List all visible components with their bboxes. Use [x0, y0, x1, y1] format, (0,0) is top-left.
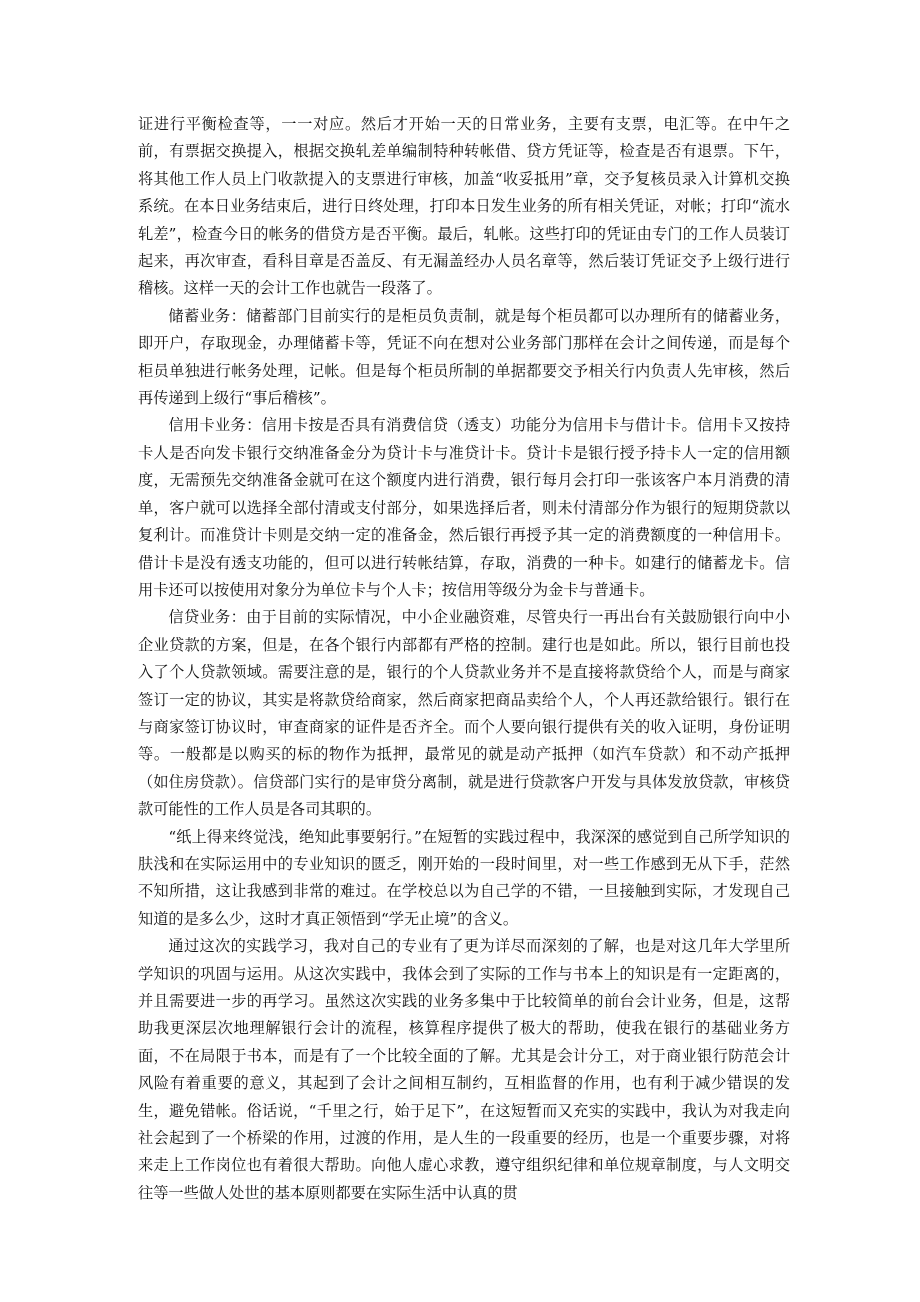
paragraph-credit-card-business: 信用卡业务：信用卡按是否具有消费信贷（透支）功能分为信用卡与借计卡。信用卡又按持卡人是否向发卡银行交纳准备金分为贷计卡与准贷计卡。贷计卡是银行授予持卡人一定的信用额度，无需预先交纳准备金就可在这个额度内进行消费，银行每月会打印一张该客户本月消费的清单，客户就可以选择全部付清或支付部分，如果选择后者，则未付清部分作为银行的短期贷款以复利计。而准贷计卡则是交纳一定的准备金，然后银行再授予其一定的消费额度的一种信用卡。借计卡是没有透支功能的，但可以进行转帐结算，存取，消费的一种卡。如建行的储蓄龙卡。信用卡还可以按使用对象分为单位卡与个人卡；按信用等级分为金卡与普通卡。: [138, 416, 790, 599]
paragraph-loan-business: 信贷业务：由于目前的实际情况，中小企业融资难，尽管央行一再出台有关鼓励银行向中小企业贷款的方案，但是，在各个银行内部都有严格的控制。建行也是如此。所以，银行目前也投入了个人贷款领域。需要注意的是，银行的个人贷款业务并不是直接将款贷给个人，而是与商家签订一定的协议，其实是将款贷给商家，然后商家把商品卖给个人，个人再还款给银行。银行在与商家签订协议时，审查商家的证件是否齐全。而个人要向银行提供有关的收入证明，身份证明等。一般都是以购买的标的物作为抵押，最常见的就是动产抵押（如汽车贷款）和不动产抵押（如住房贷款）。信贷部门实行的是审贷分离制，就是进行贷款客户开发与具体发放贷款，审核贷款可能性的工作人员是各司其职的。: [138, 608, 790, 819]
paragraph-practice-summary: 通过这次的实践学习，我对自己的专业有了更为详尽而深刻的了解，也是对这几年大学里所学知识的巩固与运用。从这次实践中，我体会到了实际的工作与书本上的知识是有一定距离的，并且需要进一步的再学习。虽然这次实践的业务多集中于比较简单的前台会计业务，但是，这帮助我更深层次地理解银行会计的流程，核算程序提供了极大的帮助，使我在银行的基础业务方面，不在局限于书本，而是有了一个比较全面的了解。尤其是会计分工，对于商业银行防范会计风险有着重要的意义，其起到了会计之间相互制约，互相监督的作用，也有利于减少错误的发生，避免错帐。俗话说，“千里之行，始于足下”，在这短暂而又充实的实践中，我认为对我走向社会起到了一个桥梁的作用，过渡的作用，是人生的一段重要的经历，也是一个重要步骤，对将来走上工作岗位也有着很大帮助。向他人虚心求教，遵守组织纪律和单位规章制度，与人文明交往等一些做人处世的基本原则都要在实际生活中认真的贯: [138, 937, 790, 1202]
document-page: [138, 111, 790, 1207]
paragraph-savings-business: 储蓄业务：储蓄部门目前实行的是柜员负责制，就是每个柜员都可以办理所有的储蓄业务，即开户，存取现金，办理储蓄卡等，凭证不向在想对公业务部门那样在会计之间传递，而是每个柜员单独进行帐务处理，记帐。但是每个柜员所制的单据都要交予相关行内负责人先审核，然后再传递到上级行“事后稽核”。: [138, 306, 790, 408]
paragraph-voucher-checks: 证进行平衡检查等，一一对应。然后才开始一天的日常业务，主要有支票，电汇等。在中午之前，有票据交换提入，根据交换轧差单编制特种转帐借、贷方凭证等，检查是否有退票。下午，将其他工作人员上门收款提入的支票进行审核，加盖“收妥抵用”章，交予复核员录入计算机交换系统。在本日业务结束后，进行日终处理，打印本日发生业务的所有相关凭证，对帐；打印“流水轧差”，检查今日的帐务的借贷方是否平衡。最后，轧帐。这些打印的凭证由专门的工作人员装订起来，再次审查，看科目章是否盖反、有无漏盖经办人员名章等，然后装订凭证交予上级行进行稽核。这样一天的会计工作也就告一段落了。: [138, 115, 790, 298]
paragraph-practice-reflection: “纸上得来终觉浅，绝知此事要躬行。”在短暂的实践过程中，我深深的感觉到自己所学知识的肤浅和在实际运用中的专业知识的匮乏，刚开始的一段时间里，对一些工作感到无从下手，茫然不知所措，这让我感到非常的难过。在学校总以为自己学的不错，一旦接触到实际，才发现自己知道的是多么少，这时才真正领悟到“学无止境”的含义。: [138, 827, 790, 928]
